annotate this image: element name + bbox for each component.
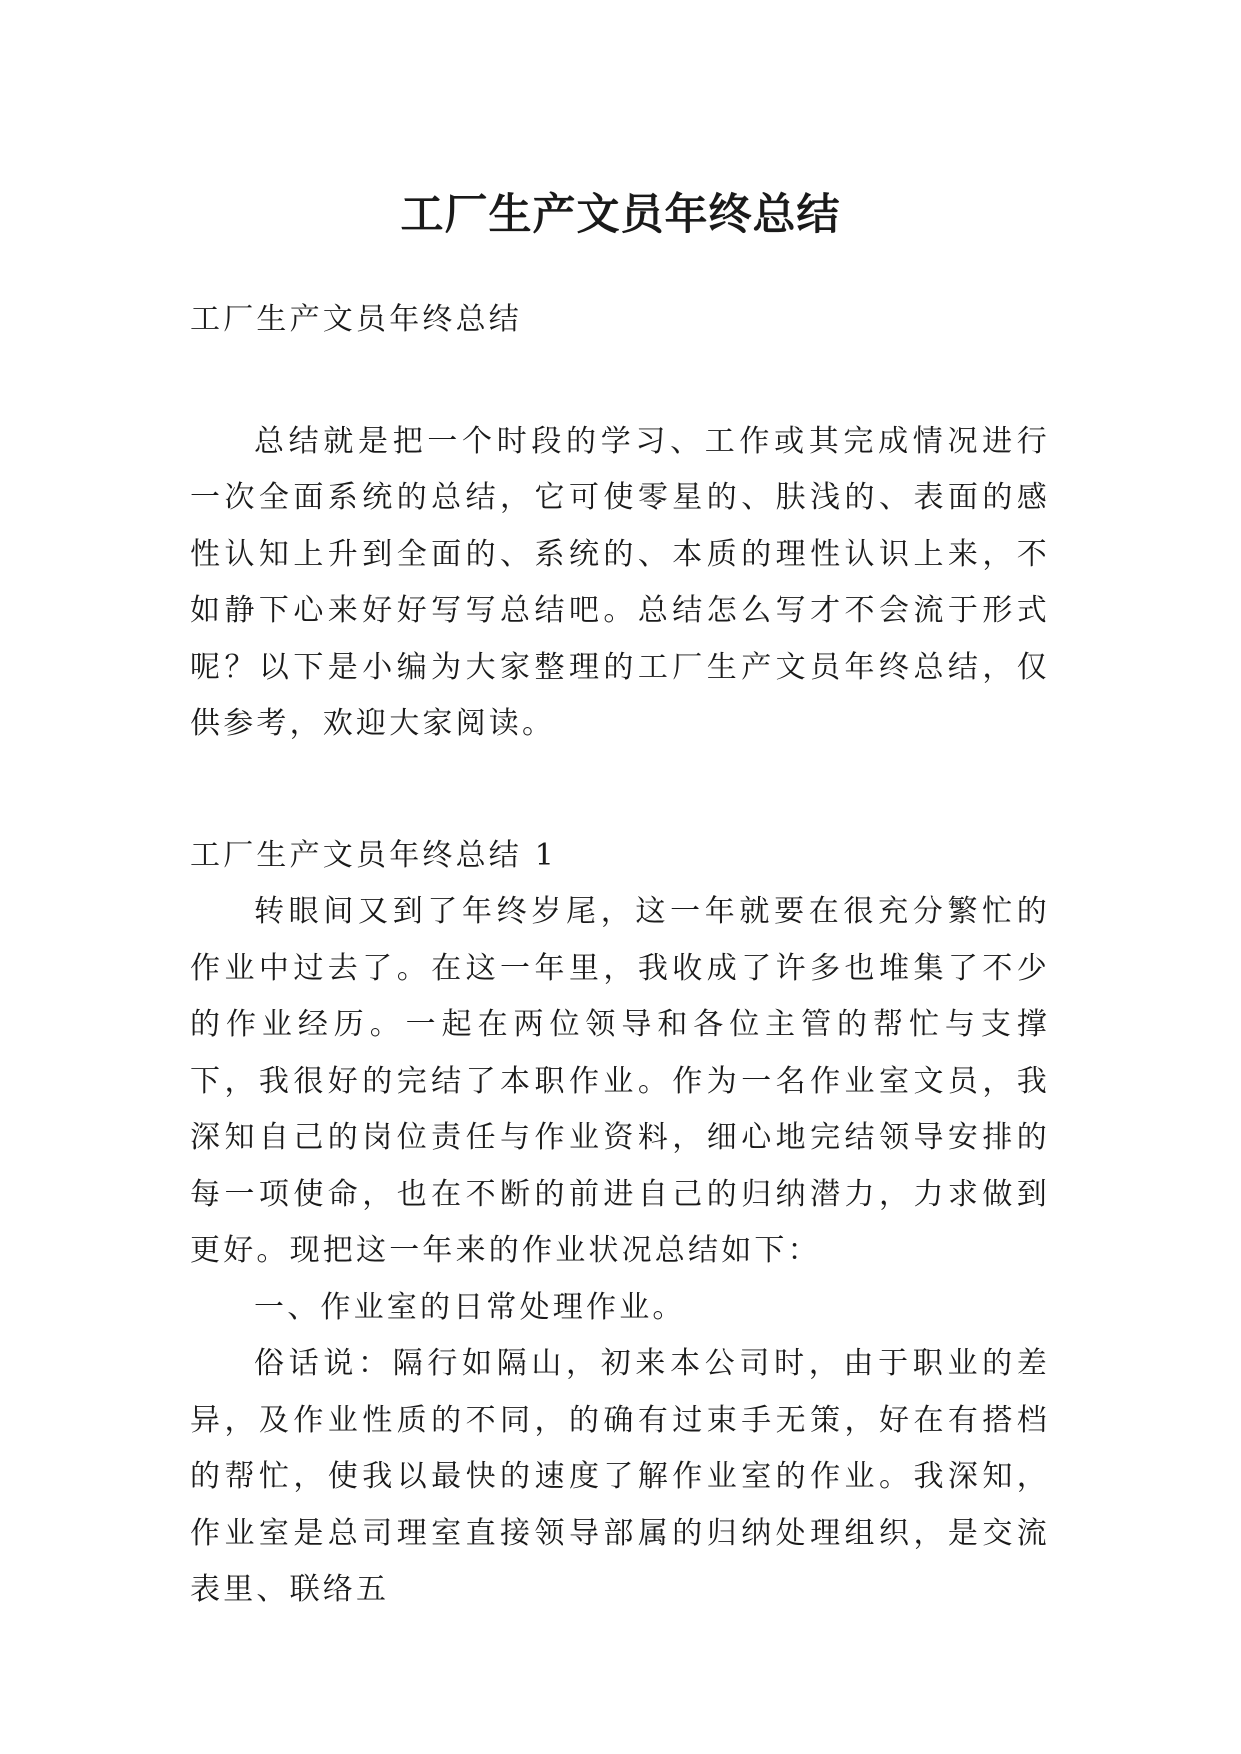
- document-subtitle: 工厂生产文员年终总结: [190, 302, 522, 337]
- section-list-item: 一、作业室的日常处理作业。: [254, 1289, 686, 1325]
- document-body: [190, 292, 1050, 1619]
- document-title: 工厂生产文员年终总结: [400, 189, 841, 240]
- section-heading: 工厂生产文员年终总结 1: [190, 837, 558, 873]
- intro-paragraph: 总结就是把一个时段的学习、工作或其完成情况进行一次全面系统的总结，它可使零星的、肤浅的、表面的感性认知上升到全面的、系统的、本质的理性认识上来，不如静下心来好好写写总结吧。总结怎么写才不会流于形式呢？以下是小编为大家整理的工厂生产文员年终总结，仅供参考，欢迎大家阅读。: [190, 423, 1050, 741]
- section-paragraph: 转眼间又到了年终岁尾，这一年就要在很充分繁忙的作业中过去了。在这一年里，我收成了许多也堆集了不少的作业经历。一起在两位领导和各位主管的帮忙与支撑下，我很好的完结了本职作业。作为一名作业室文员，我深知自己的岗位责任与作业资料，细心地完结领导安排的每一项使命，也在不断的前进自己的归纳潜力，力求做到更好。现把这一年来的作业状况总结如下：: [190, 894, 1050, 1268]
- section-paragraph: 俗话说：隔行如隔山，初来本公司时，由于职业的差异，及作业性质的不同，的确有过束手无策，好在有搭档的帮忙，使我以最快的速度了解作业室的作业。我深知，作业室是总司理室直接领导部属的归纳处理组织，是交流表里、联络五: [190, 1346, 1050, 1607]
